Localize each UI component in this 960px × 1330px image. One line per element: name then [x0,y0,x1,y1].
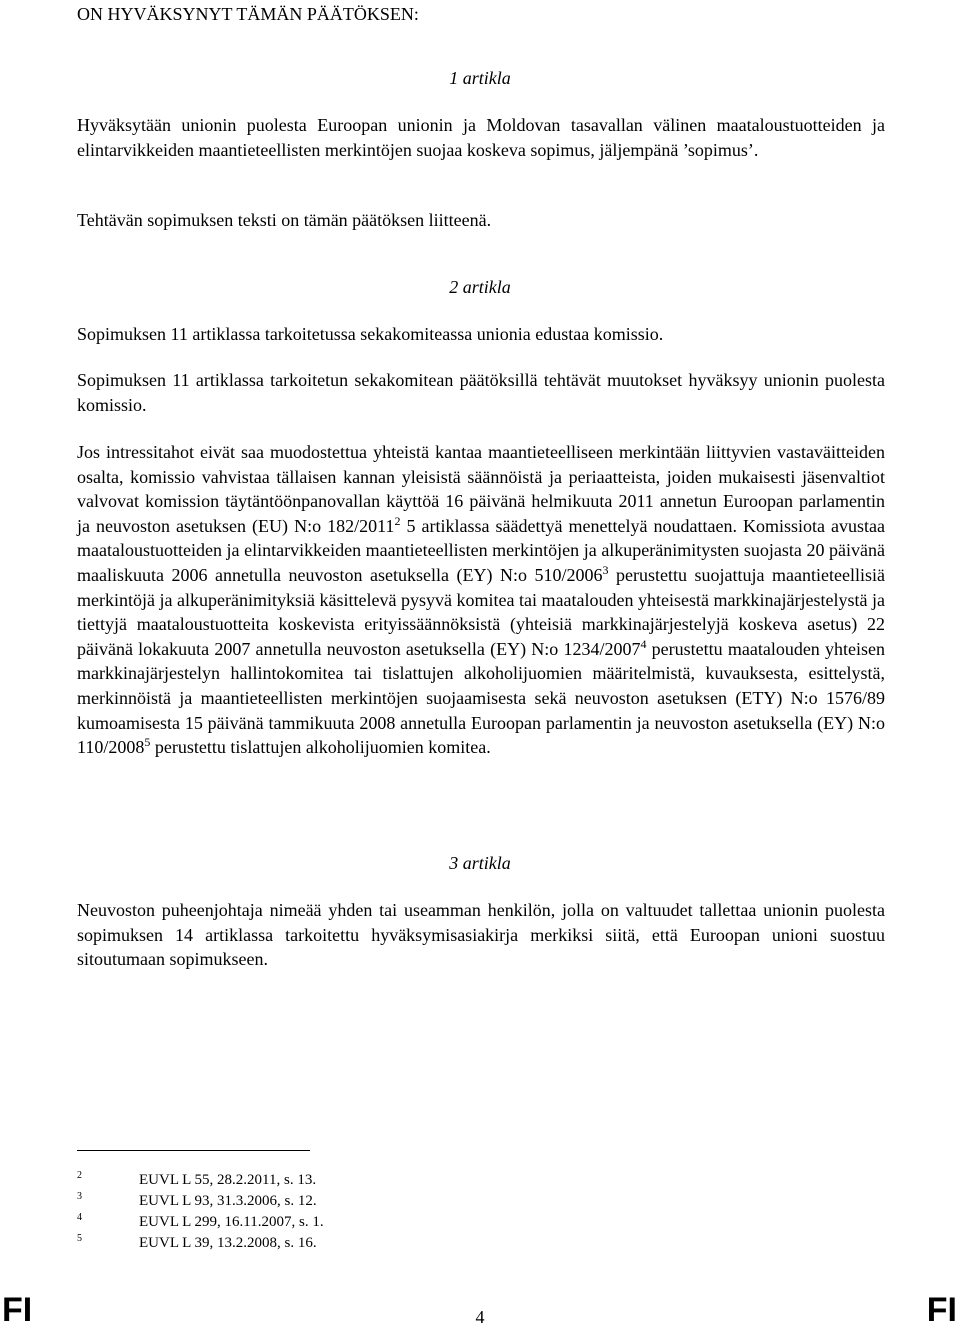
page-number: 4 [475,1307,485,1327]
footnote-item [77,1170,577,1191]
footer-language-code-right: FI [926,1291,957,1329]
footnote-ref-4: 4 [640,636,647,651]
article-2-paragraph-3 [77,440,885,760]
footnote-item [77,1233,577,1254]
footnote-number: 3 [77,1191,82,1202]
article-2-paragraph-1: Sopimuksen 11 artiklassa tarkoitetussa sekakomiteassa unionia edustaa komissio. [77,324,664,344]
footnote-text: EUVL L 39, 13.2.2008, s. 16. [139,1235,317,1251]
footnote-number: 2 [77,1170,82,1181]
decision-heading: ON HYVÄKSYNYT TÄMÄN PÄÄTÖKSEN: [77,4,419,24]
footnotes [77,1170,577,1254]
article-3-paragraph-1: Neuvoston puheenjohtaja nimeää yhden tai useamman henkilön, jolla on valtuudet tallettaa unionin puolesta sopimuksen 14 artiklassa tarkoitettu hyväksymisasiakirja merkiksi siitä, että Euroopan unioni suostuu sitoutumaan sopimukseen. [77,900,885,970]
footnote-text: EUVL L 299, 16.11.2007, s. 1. [139,1214,324,1230]
paragraph-3-text-4: perustettu maatalouden yhteisen markkinajärjestelyn hallintokomitea tai tislattujen alkoholijuomien määritelmistä, kuvauksesta, esittelystä, merkinnöistä ja maantieteellisten merkintöjen suojaamisesta sekä neuvoston asetuksen (ETY) N:o 1576/89 kumoamisesta 15 päivänä tammikuuta 2008 annetulla Euroopan parlamentin ja neuvoston asetuksella (EY) N:o 110/2008 [77,638,885,758]
footnote-separator [77,1150,310,1151]
footer-language-code-left: FI [2,1291,33,1329]
footnote-ref-2: 2 [394,513,401,528]
footnote-text: EUVL L 55, 28.2.2011, s. 13. [139,1172,317,1188]
footnote-number: 5 [77,1233,82,1244]
footnote-item [77,1191,577,1212]
article-2-title: 2 artikla [449,277,511,297]
paragraph-3-text-3: perustettu suojattuja maantieteellisiä merkintöjä ja alkuperänimityksiä käsittelevä pysyvä komitea tai maatalouden yhteisestä markkinajärjestelystä ja tiettyjä maataloustuotteita koskevista erityissäännöksistä (yhteisiä markkinajärjestelyjä koskeva asetus) 22 päivänä lokakuuta 2007 annetulla neuvoston asetuksella (EY) N:o 1234/2007 [77,564,885,659]
article-1-paragraph-1: Hyväksytään unionin puolesta Euroopan unionin ja Moldovan tasavallan välinen maataloustuotteiden ja elintarvikkeiden maantieteellisten merkintöjen suojaa koskeva sopimus, jäljempänä ’sopimus’. [77,115,885,160]
paragraph-3-text-1: Jos intressitahot eivät saa muodostettua yhteistä kantaa maantieteelliseen merkintään liittyvien vastaväitteiden osalta, komissio vahvistaa tällaisen kannan yleisistä säännöistä ja periaatteista, joiden mukaisesti jäsenvaltiot valvovat komission täytäntöönpanovallan käyttöä 16 päivänä helmikuuta 2011 annetun Euroopan parlamentin ja neuvoston asetuksen (EU) N:o 182/2011 [77,442,885,536]
footnote-number: 4 [77,1212,82,1223]
footnote-text: EUVL L 93, 31.3.2006, s. 12. [139,1193,317,1209]
article-2-paragraph-2: Sopimuksen 11 artiklassa tarkoitetun sekakomitean päätöksillä tehtävät muutokset hyväksyy unionin puolesta komissio. [77,370,885,415]
paragraph-3-text-2: 5 artiklassa säädettyä menettelyä noudattaen. Komissiota avustaa maataloustuotteiden ja elintarvikkeiden maantieteellisten merkintöjen ja alkuperänimitysten suojasta 20 päivänä maaliskuuta 2006 annetulla neuvoston asetuksella (EY) N:o 510/2006 [77,515,885,585]
article-1-title: 1 artikla [449,68,511,88]
footnote-ref-5: 5 [144,735,151,750]
footnote-item [77,1212,577,1233]
article-3-title: 3 artikla [449,853,511,873]
paragraph-3-text-5: perustettu tislattujen alkoholijuomien komitea. [150,737,491,758]
footnote-ref-3: 3 [602,562,609,577]
article-1-paragraph-2: Tehtävän sopimuksen teksti on tämän päätöksen liitteenä. [77,210,492,230]
